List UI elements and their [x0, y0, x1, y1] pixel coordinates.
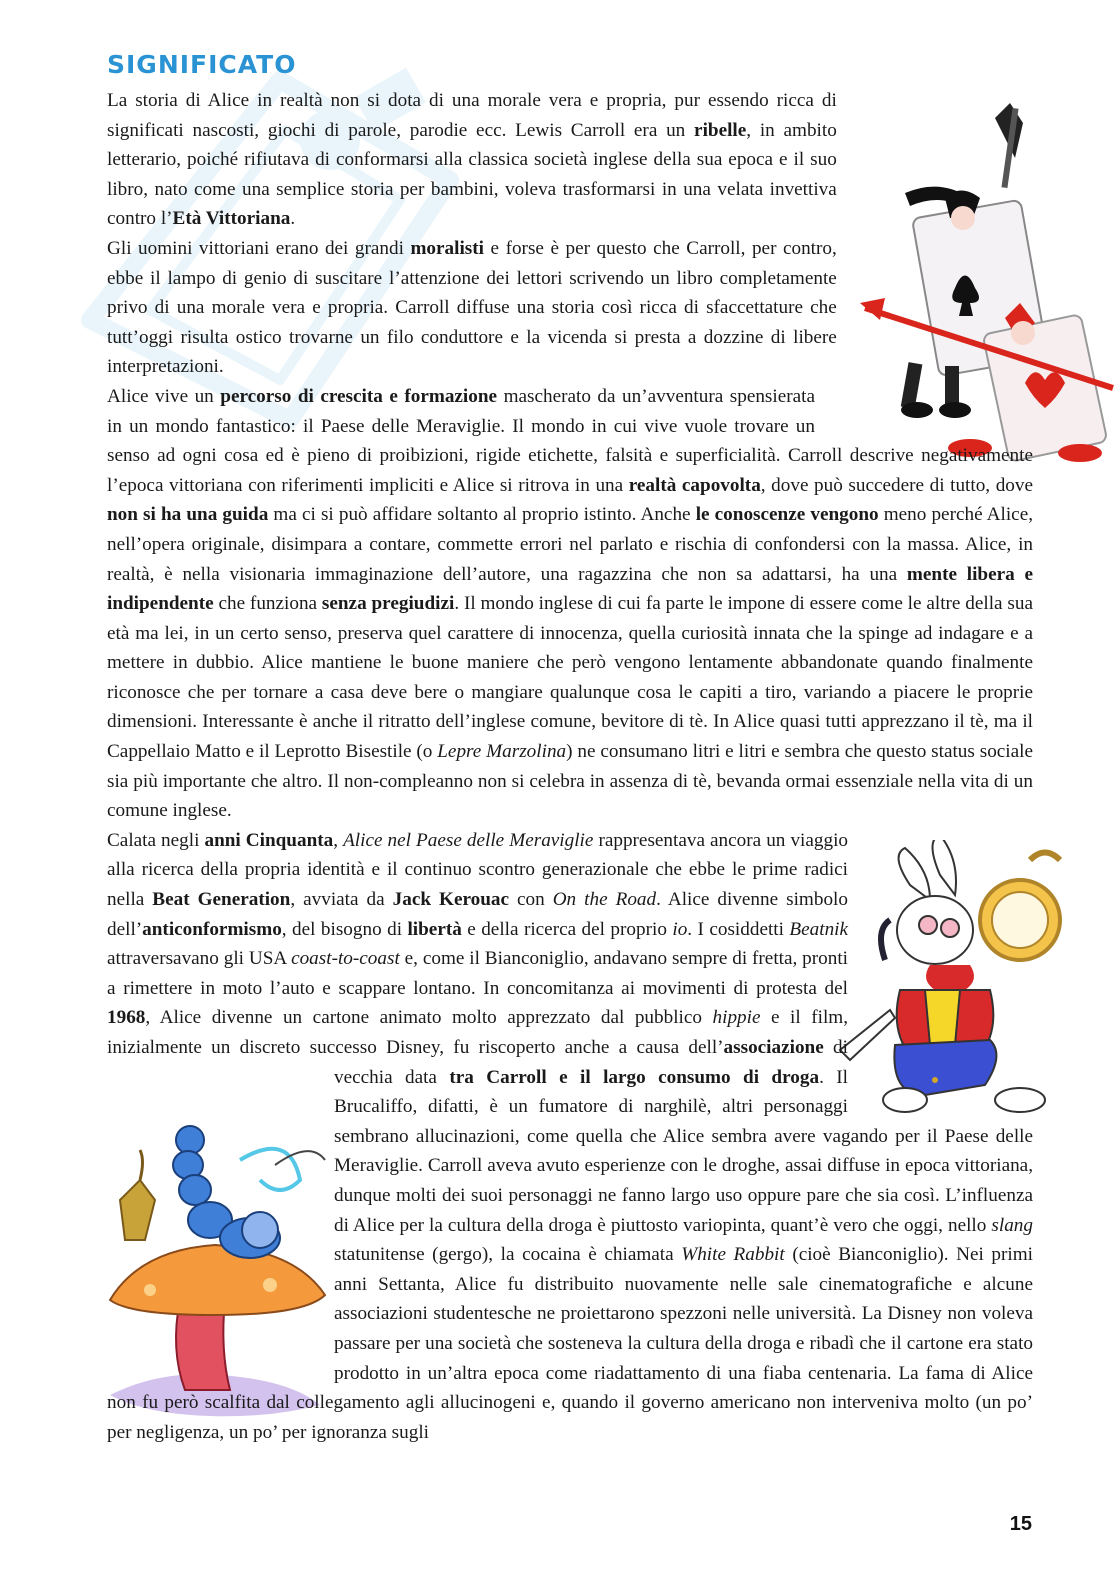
bold-run: Jack Kerouac: [392, 889, 509, 911]
text-run: ma ci si può affidare soltanto al proprio istinto. Anche: [268, 504, 696, 526]
text-run: Gli uomini vittoriani erano dei grandi: [107, 237, 411, 259]
text-run: meno perché Alice, nell’opera originale, disimpara a contare, commette errori nel parlato e rischia di confondersi con la massa. Alice, in realtà, è nella visionaria immaginazione dell’autore, una ragazzina che non sa adattarsi, ha una: [107, 504, 1034, 585]
bold-run: libertà: [407, 918, 462, 940]
italic-run: Alice nel Paese delle Meraviglie: [343, 829, 594, 851]
cards-float-spacer: [823, 86, 1033, 426]
italic-run: Beatnik: [789, 918, 849, 940]
text-run: che funziona: [213, 593, 322, 615]
text-run: . Il Brucaliffo, difatti, è un fumatore di narghilè, altri personaggi sembrano allucinazioni, come quella che Alice sembra avere vagando per il Paese delle Meraviglie. Carroll aveva avuto esperienze con le droghe, assai diffuse in epoca vittoriana, dunque molti dei suoi personaggi ne fanno largo uso oppure pare che sia così. L’influenza di Alice per la cultura della droga è piuttosto variopinta, quant’è vero che oggi, nello: [334, 1066, 1033, 1236]
text-run: e della ricerca del proprio: [461, 918, 673, 940]
text-run: , Alice divenne un cartone animato molto apprezzato dal pubblico: [145, 1007, 713, 1029]
bold-run: le conoscenze vengono: [695, 504, 879, 526]
bold-run: non si ha una guida: [107, 504, 269, 526]
italic-run: Lepre Marzolina: [437, 741, 567, 763]
text-run: Calata negli: [107, 829, 205, 851]
italic-run: slang: [991, 1214, 1033, 1236]
bold-run: anni Cinquanta: [204, 829, 334, 851]
text-run: ) ne consumano litri e litri e sembra che questo status sociale sia più importante che altro. Il non-compleanno non si celebra in assenza di tè, bevanda ormai essenziale nella vita di un comune inglese.: [107, 741, 1033, 822]
page-number: 15: [1009, 1513, 1032, 1535]
bold-run: Età Vittoriana: [172, 208, 291, 230]
text-run: (cioè Bianconiglio). Nei primi anni Settanta, Alice fu distribuito nuovamente nelle sale cinematografiche e alcune associazioni studentesche ne proiettarono spezzoni nelle università. La Disney non voleva passare per una società che sosteneva la cultura della droga e ribadì che il cartone era stato prodotto in un’altra epoca come riadattamento di una fiaba centenaria. La fama di Alice non fu però scalfita dal collegamento agli allucinogeni e, quando il governo americano non interveniva molto (un po’ per negligenza, un po’ per ignoranza sugli: [107, 1244, 1034, 1443]
text-run: rappresentava ancora un viaggio alla ricerca della propria identità e il continuo scontro generazionale che ebbe le prime radici nella: [107, 829, 848, 911]
bold-run: percorso di crescita e formazione: [220, 385, 498, 407]
caterpillar-float-spacer: [106, 1063, 324, 1363]
italic-run: On the Road: [552, 889, 657, 911]
text-run: ,: [333, 829, 344, 851]
bold-run: tra Carroll e il largo consumo di droga: [449, 1066, 820, 1088]
text-run: Alice vive un: [107, 385, 221, 407]
bold-run: senza pregiudizi: [321, 593, 455, 615]
text-run: di vecchia data: [334, 1037, 848, 1088]
text-run: . Il mondo inglese di cui fa parte le impone di essere come le altre della sua età ma lei, in un certo senso, preserva quel carattere di innocenza, quella curiosità innata che la spinge ad indagare e a mettere in dubbio. Alice mantiene le buone maniere che però vengono lentamente abbandonate quando finalmente riconosce che per tornare a casa deve bere o mangiare qualunque cosa le capiti a tiro, variando a piacere le proprie dimensioni. Interessante è anche il ritratto dell’inglese comune, bevitore di tè. In Alice quasi tutti apprezzano il tè, ma il Cappellaio Matto e il Leprotto Bisestile (o: [107, 593, 1033, 763]
text-run: statunitense (gergo), la cocaina è chiamata: [334, 1244, 682, 1266]
text-run: . Alice divenne simbolo dell’: [107, 889, 848, 940]
text-run: e, come il Bianconiglio, andavano sempre di fretta, pronti a rimettere in moto l’auto e scappare lontano. In concomitanza ai movimenti di protesta del: [107, 948, 848, 999]
text-run: La storia di Alice in realtà non si dota di una morale vera e propria, pur essendo ricca di significati nascosti, giochi di parole, parodie ecc. Lewis Carroll era un: [107, 90, 837, 141]
italic-run: coast-to-coast: [291, 948, 400, 970]
bold-run: Beat Generation: [152, 889, 291, 911]
bold-run: ribelle: [694, 119, 747, 141]
italic-run: White Rabbit: [681, 1244, 785, 1266]
text-run: attraversavano gli USA: [107, 948, 292, 970]
text-run: , del bisogno di: [281, 918, 408, 940]
bold-run: mente libera e indipendente: [107, 563, 1033, 615]
paragraph-3: [107, 382, 1033, 826]
rabbit-float-spacer: [858, 826, 1033, 1101]
text-run: , avviata da: [290, 889, 393, 911]
text-run: e il film, inizialmente un discreto successo Disney, fu riscoperto anche a causa dell’: [107, 1007, 848, 1058]
text-run: , in ambito letterario, poiché rifiutava di conformarsi alla classica società inglese della sua epoca e il suo libro, nato come una semplice storia per bambini, voleva trasformarsi in una velata invettiva contro l’: [107, 119, 837, 230]
italic-run: hippie: [712, 1007, 761, 1029]
text-run: . I cosiddetti: [687, 918, 790, 940]
text-run: con: [509, 889, 553, 911]
text-run: e forse è per questo che Carroll, per contro, ebbe il lampo di genio di suscitare l’attenzione dei lettori scrivendo un libro completamente privo di una morale vera e propria. Carroll diffuse una storia così ricca di sfaccettature che tutt’oggi risulta ostico trovarne un filo conduttore e la vicenda si presta a dozzine di libere interpretazioni.: [107, 237, 837, 378]
text-run: .: [290, 208, 296, 230]
text-run: , dove può succedere di tutto, dove: [760, 474, 1033, 496]
bold-run: moralisti: [410, 237, 484, 259]
section-title: SIGNIFICATO: [107, 50, 297, 79]
bold-run: associazione: [723, 1037, 824, 1058]
bold-run: anticonformismo: [142, 918, 282, 940]
italic-run: io: [672, 918, 688, 940]
bold-run: 1968: [107, 1007, 146, 1029]
bold-run: realtà capovolta: [628, 474, 761, 496]
document-body: [107, 86, 1033, 1447]
text-run: mascherato da un’avventura spensierata in un mondo fantastico: il Paese delle Meraviglie. Il mondo in cui vive vuole trovare un senso ad ogni cosa ed è pieno di proibizioni, rigide etichette, falsità e superficialità. Carroll descrive negativamente l’epoca vittoriana con riferimenti impliciti e Alice si ritrova in una: [107, 385, 1033, 496]
